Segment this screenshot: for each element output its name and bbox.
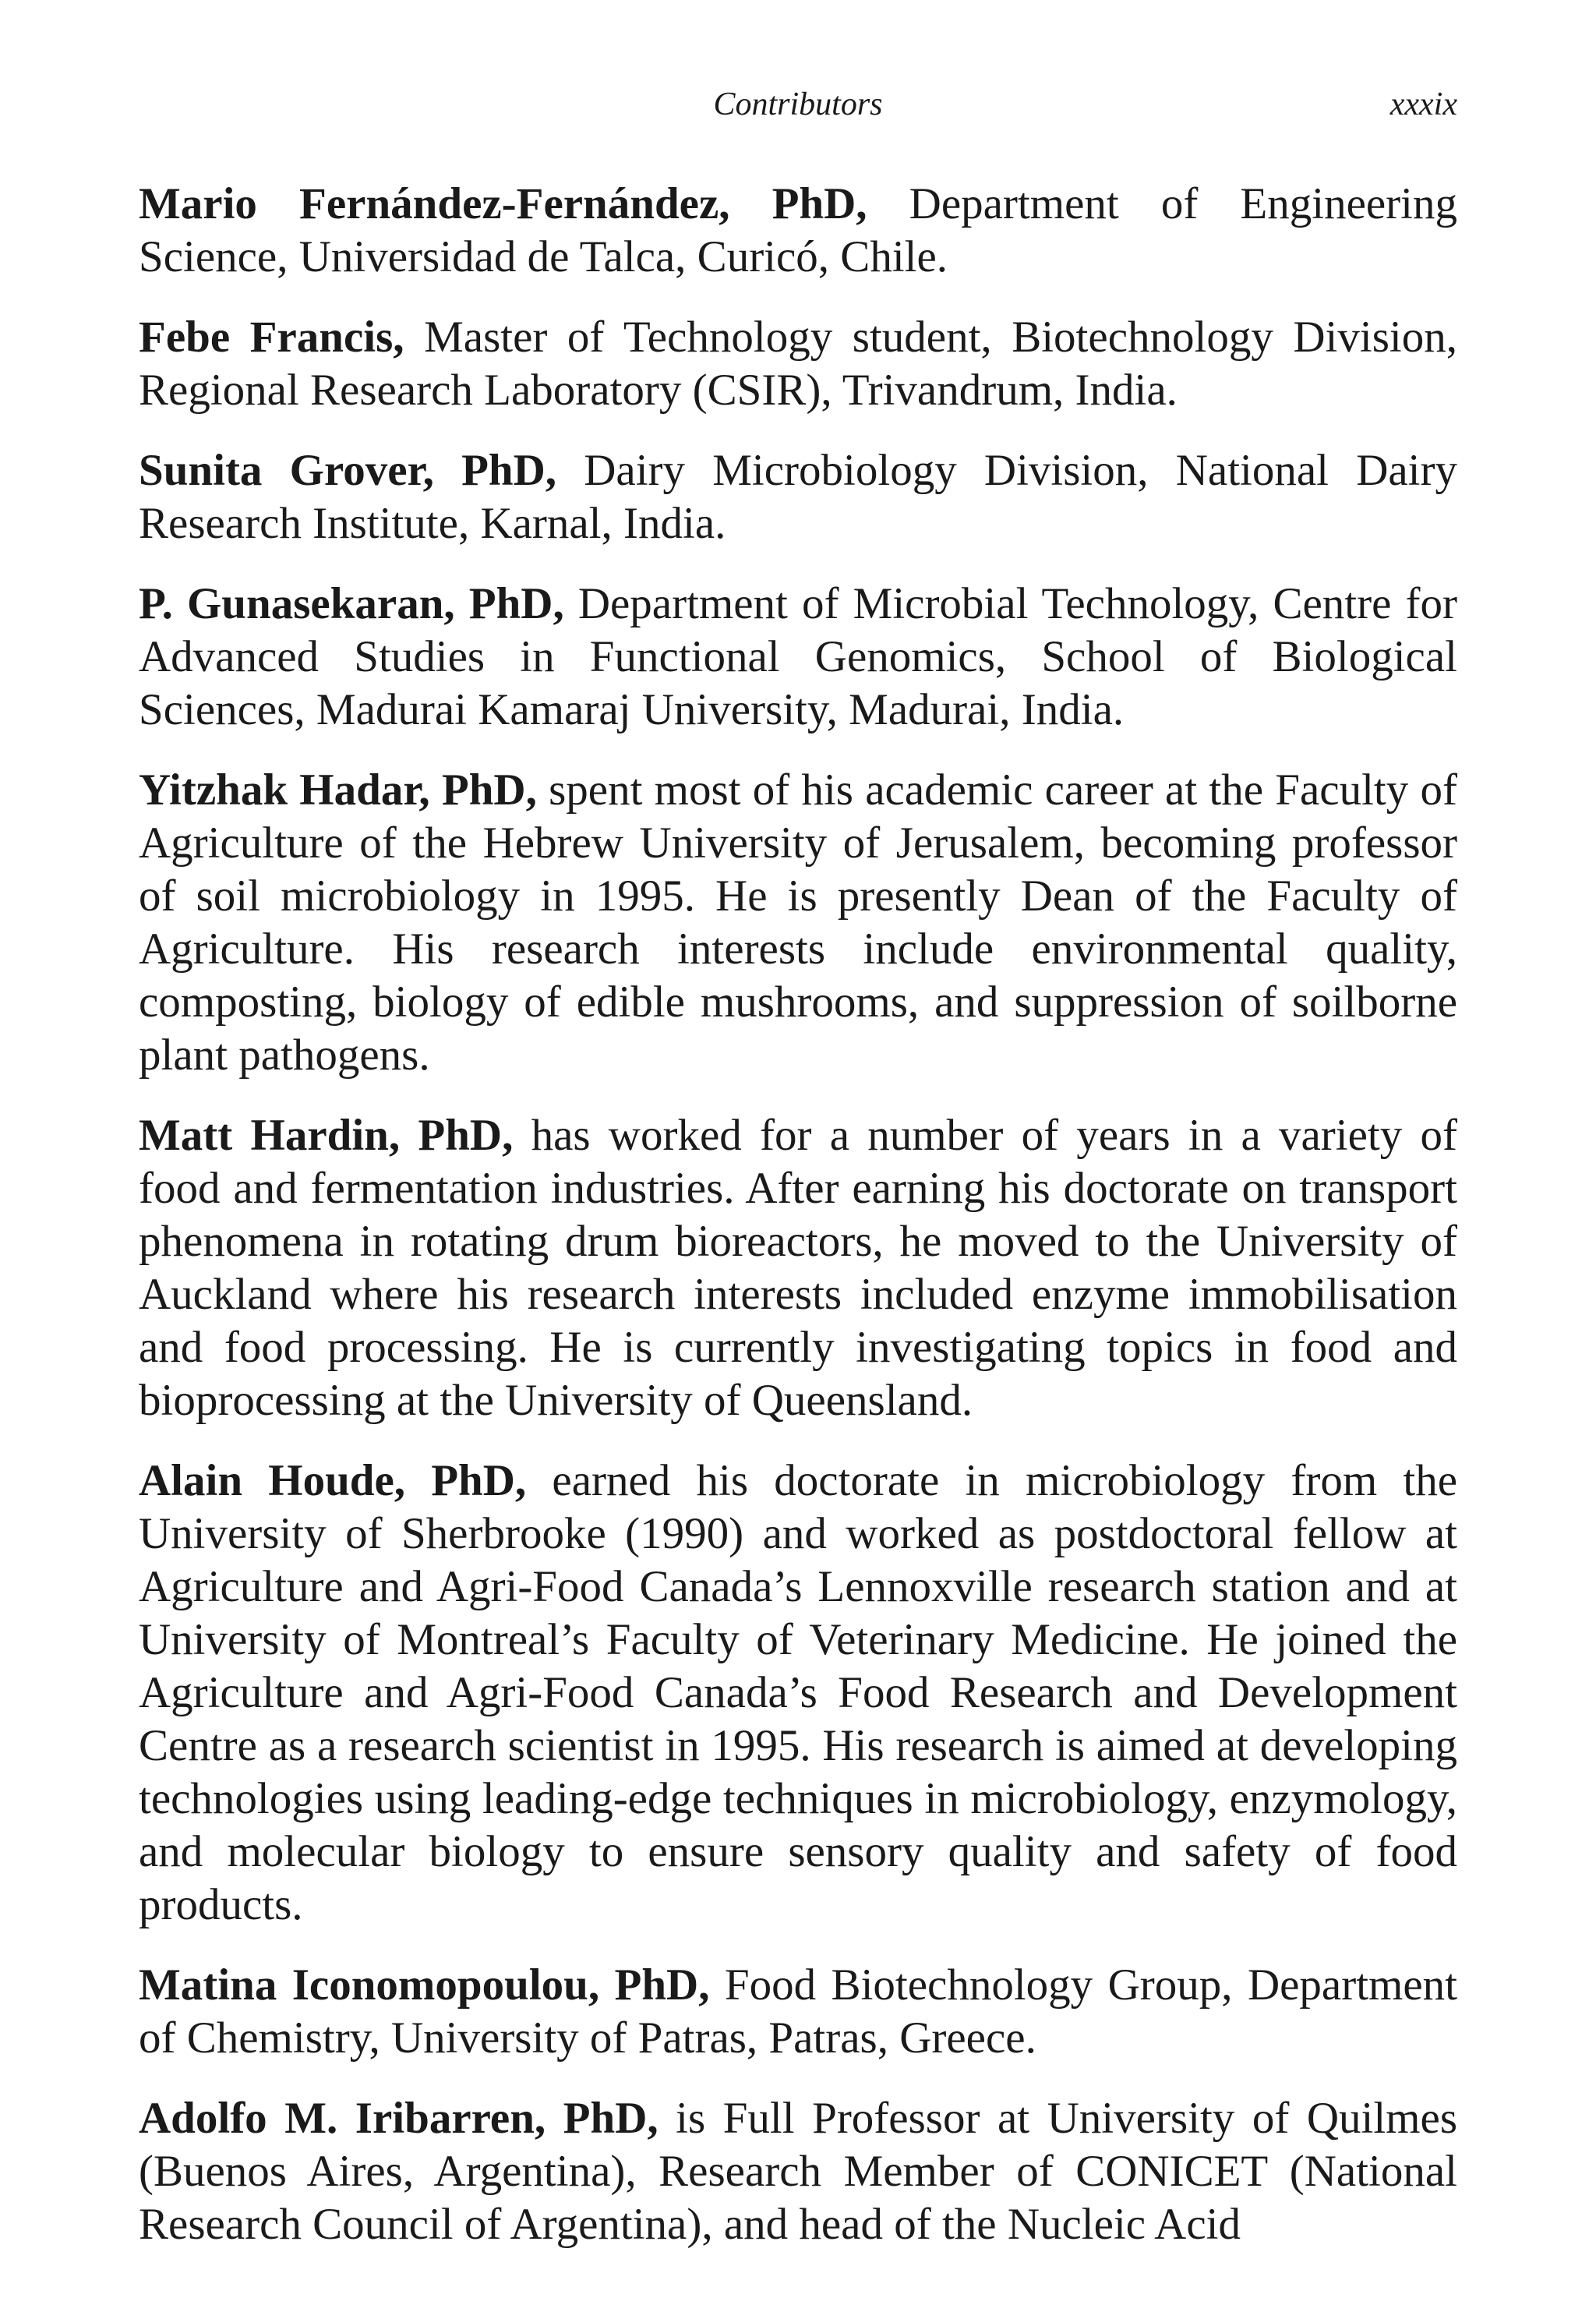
contributor-entry <box>139 2092 1457 2251</box>
contributor-name: Adolfo M. Iribarren, PhD, <box>139 2094 659 2143</box>
contributor-name: Matina Iconomopoulou, PhD, <box>139 1960 710 2010</box>
contributor-name: P. Gunasekaran, PhD, <box>139 579 564 628</box>
contributors-list <box>139 178 1457 2251</box>
contributor-name: Sunita Grover, PhD, <box>139 446 557 495</box>
contributor-description: Master of Technology student, Biotechnology Division, Regional Research Laboratory (CSIR), Trivandrum, India. <box>139 313 1457 415</box>
contributor-description: Food Biotechnology Group, Department of Chemistry, University of Patras, Patras, Greece. <box>139 1960 1457 2063</box>
contributor-description: has worked for a number of years in a variety of food and fermentation industries. After earning his doctorate on transport phenomena in rotating drum bioreactors, he moved to the University of Auckland where his research interests included enzyme immobilisation and food processing. He is currently investigating topics in food and bioprocessing at the University of Queensland. <box>139 1111 1457 1425</box>
contributor-description: Department of Microbial Technology, Centre for Advanced Studies in Functional Genomics, School of Biological Sciences, Madurai Kamaraj University, Madurai, India. <box>139 579 1457 734</box>
contributor-entry <box>139 311 1457 417</box>
contributor-description: earned his doctorate in microbiology from the University of Sherbrooke (1990) and worked as postdoctoral fellow at Agriculture and Agri-Food Canada’s Lennoxville research station and at University of Montreal’s Faculty of Veterinary Medicine. He joined the Agriculture and Agri-Food Canada’s Food Research and Development Centre as a research scientist in 1995. His research is aimed at developing technologies using leading-edge techniques in microbiology, enzymology, and molecular biology to ensure sensory quality and safety of food products. <box>139 1456 1457 1929</box>
contributor-description: Department of Engineering Science, Universidad de Talca, Curicó, Chile. <box>139 179 1457 281</box>
running-title: Contributors <box>713 87 883 122</box>
contributor-entry <box>139 578 1457 737</box>
contributor-name: Febe Francis, <box>139 313 404 362</box>
contributor-entry <box>139 444 1457 550</box>
contributor-entry <box>139 1109 1457 1427</box>
contributor-name: Yitzhak Hadar, PhD, <box>139 765 537 815</box>
contributor-name: Mario Fernández-Fernández, PhD, <box>139 179 867 228</box>
contributor-description: spent most of his academic career at the Faculty of Agriculture of the Hebrew University of Jerusalem, becoming professor of soil microbiology in 1995. He is presently Dean of the Faculty of Agriculture. His research interests include environmental quality, composting, biology of edible mushrooms, and suppression of soilborne plant pathogens. <box>139 765 1457 1080</box>
contributor-entry <box>139 764 1457 1082</box>
page-number: xxxix <box>1389 87 1457 122</box>
contributor-entry <box>139 1959 1457 2065</box>
contributor-name: Matt Hardin, PhD, <box>139 1111 514 1160</box>
contributor-name: Alain Houde, PhD, <box>139 1456 527 1505</box>
contributor-entry <box>139 178 1457 284</box>
running-head <box>139 81 1457 128</box>
contributor-description: is Full Professor at University of Quilmes (Buenos Aires, Argentina), Research Member of CONICET (National Research Council of Argentina), and head of the Nucleic Acid <box>139 2094 1457 2249</box>
contributor-entry <box>139 1455 1457 1932</box>
contributor-description: Dairy Microbiology Division, National Dairy Research Institute, Karnal, India. <box>139 446 1457 548</box>
